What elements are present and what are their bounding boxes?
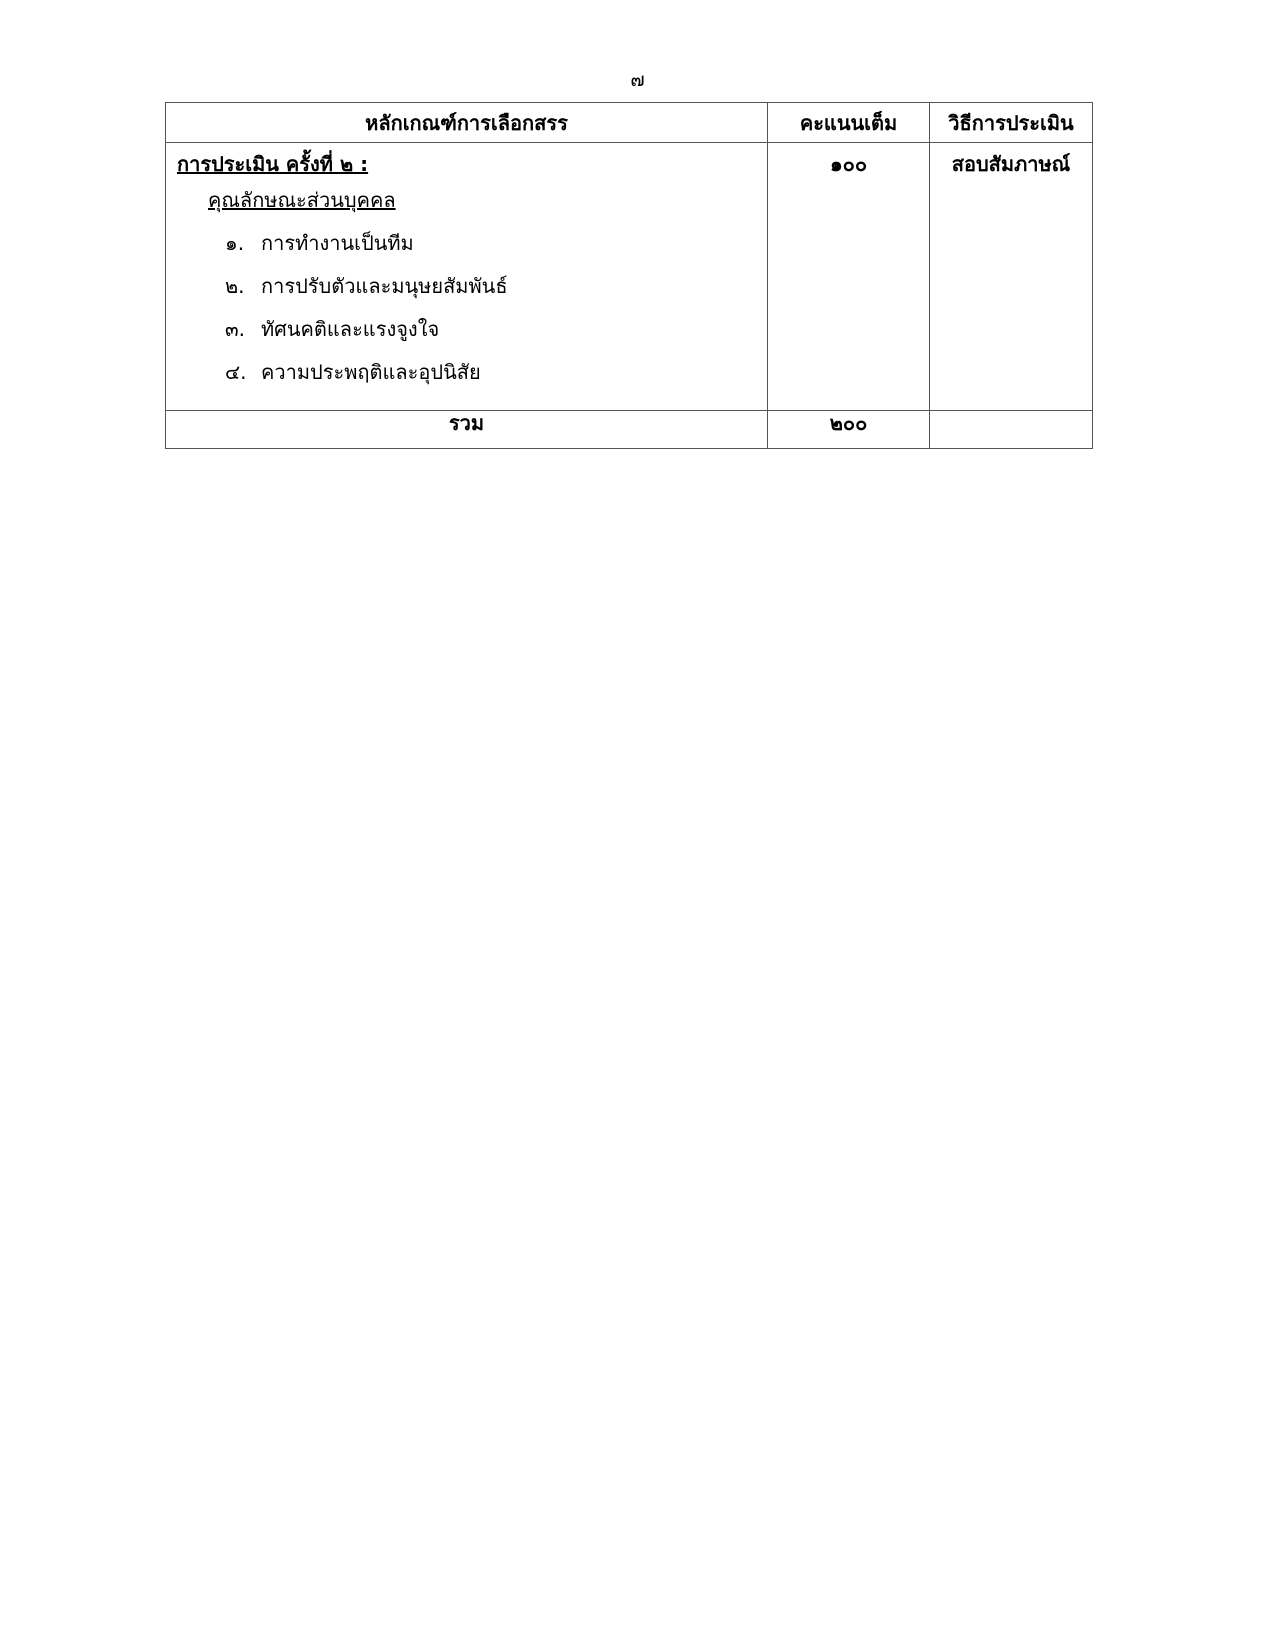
score-cell: ๑๐๐ <box>768 143 930 411</box>
item-number: ๑. <box>225 231 245 255</box>
item-number: ๒. <box>225 274 245 298</box>
item-number: ๓. <box>225 317 246 341</box>
list-item <box>225 230 767 273</box>
item-text: การทำงานเป็นทีม <box>261 231 414 255</box>
selection-criteria-table <box>165 102 1093 449</box>
total-label: รวม <box>166 411 768 449</box>
round-heading: การประเมิน ครั้งที่ ๒ : <box>177 152 369 176</box>
criteria-cell <box>166 143 768 411</box>
total-score: ๒๐๐ <box>768 411 930 449</box>
header-method: วิธีการประเมิน <box>930 103 1093 143</box>
total-method <box>930 411 1093 449</box>
item-text: ความประพฤติและอุปนิสัย <box>261 360 481 384</box>
page-number: ๗ <box>630 69 645 91</box>
item-number: ๔. <box>225 360 247 384</box>
item-text: ทัศนคติและแรงจูงใจ <box>261 317 440 341</box>
total-row <box>166 411 1093 449</box>
header-full-score: คะแนนเต็ม <box>768 103 930 143</box>
table-row <box>166 143 1093 411</box>
method-cell: สอบสัมภาษณ์ <box>930 143 1093 411</box>
list-item <box>225 273 767 316</box>
group-heading: คุณลักษณะส่วนบุคคล <box>208 188 396 212</box>
table-header-row <box>166 103 1093 143</box>
list-item <box>225 316 767 359</box>
header-criteria: หลักเกณฑ์การเลือกสรร <box>166 103 768 143</box>
list-item <box>225 359 767 402</box>
item-text: การปรับตัวและมนุษยสัมพันธ์ <box>261 274 508 298</box>
